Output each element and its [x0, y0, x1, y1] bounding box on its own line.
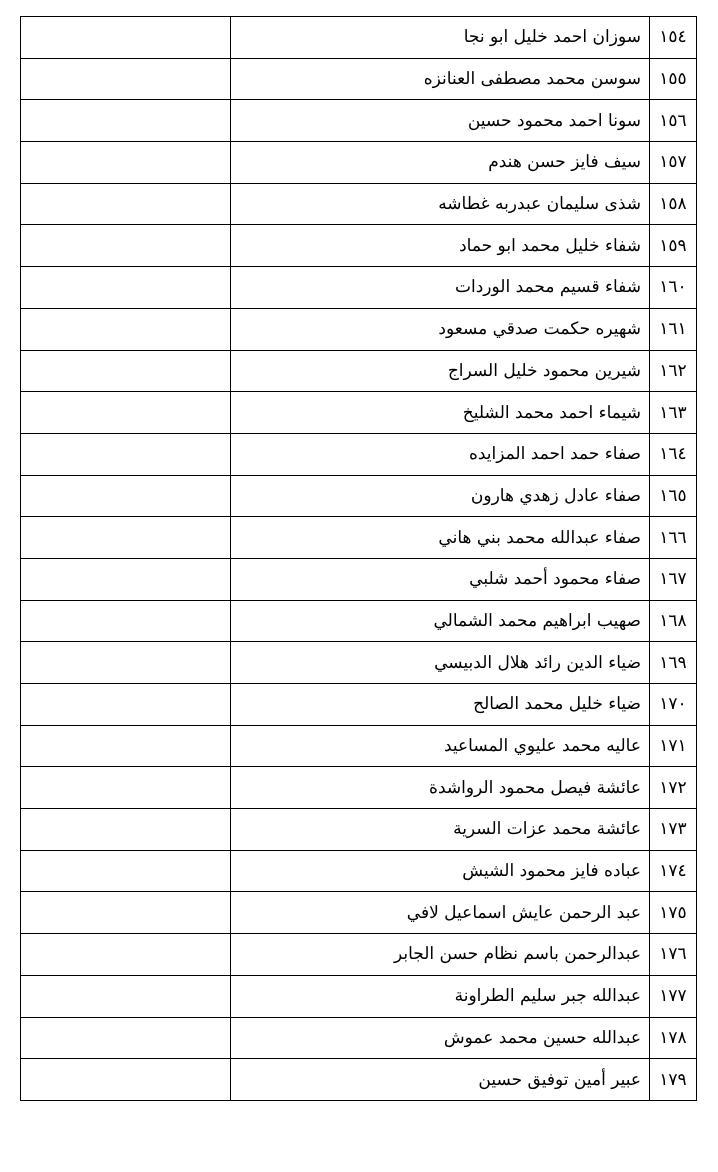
row-empty-cell: [21, 1059, 231, 1101]
row-empty-cell: [21, 767, 231, 809]
row-name: صفاء عبدالله محمد بني هاني: [231, 517, 650, 559]
row-empty-cell: [21, 809, 231, 851]
row-empty-cell: [21, 850, 231, 892]
row-number: ١٦٧: [650, 558, 697, 600]
table-row: [21, 1017, 697, 1059]
row-name: عائشة فيصل محمود الرواشدة: [231, 767, 650, 809]
row-number: ١٦١: [650, 308, 697, 350]
row-number: ١٥٥: [650, 58, 697, 100]
table-row: [21, 1059, 697, 1101]
row-empty-cell: [21, 308, 231, 350]
row-empty-cell: [21, 433, 231, 475]
row-name: سوزان احمد خليل ابو نجا: [231, 17, 650, 59]
row-number: ١٦٤: [650, 433, 697, 475]
row-name: عاليه محمد عليوي المساعيد: [231, 725, 650, 767]
row-empty-cell: [21, 934, 231, 976]
row-empty-cell: [21, 100, 231, 142]
row-empty-cell: [21, 267, 231, 309]
row-name: ضياء الدين رائد هلال الدبيسي: [231, 642, 650, 684]
row-number: ١٦٦: [650, 517, 697, 559]
row-number: ١٧٣: [650, 809, 697, 851]
table-row: [21, 892, 697, 934]
row-empty-cell: [21, 183, 231, 225]
row-name: شفاء قسيم محمد الوردات: [231, 267, 650, 309]
row-number: ١٧٠: [650, 684, 697, 726]
row-name: عبدالرحمن باسم نظام حسن الجابر: [231, 934, 650, 976]
row-empty-cell: [21, 475, 231, 517]
row-empty-cell: [21, 225, 231, 267]
row-name: ضياء خليل محمد الصالح: [231, 684, 650, 726]
table-row: [21, 142, 697, 184]
row-number: ١٥٩: [650, 225, 697, 267]
row-number: ١٧٦: [650, 934, 697, 976]
table-row: [21, 392, 697, 434]
row-empty-cell: [21, 142, 231, 184]
row-empty-cell: [21, 642, 231, 684]
table-row: [21, 308, 697, 350]
row-name: عباده فايز محمود الشيش: [231, 850, 650, 892]
row-name: صفاء حمد احمد المزايده: [231, 433, 650, 475]
table-row: [21, 350, 697, 392]
table-row: [21, 934, 697, 976]
table-row: [21, 600, 697, 642]
row-name: عائشة محمد عزات السرية: [231, 809, 650, 851]
row-name: صفاء محمود أحمد شلبي: [231, 558, 650, 600]
row-number: ١٦٢: [650, 350, 697, 392]
row-number: ١٧٥: [650, 892, 697, 934]
row-number: ١٧٢: [650, 767, 697, 809]
table-row: [21, 433, 697, 475]
row-name: عبدالله حسين محمد عموش: [231, 1017, 650, 1059]
table-row: [21, 58, 697, 100]
row-name: عبير أمين توفيق حسين: [231, 1059, 650, 1101]
table-row: [21, 17, 697, 59]
table-row: [21, 100, 697, 142]
table-row: [21, 267, 697, 309]
row-empty-cell: [21, 975, 231, 1017]
table-row: [21, 517, 697, 559]
row-number: ١٥٦: [650, 100, 697, 142]
row-empty-cell: [21, 517, 231, 559]
row-name: صفاء عادل زهدي هارون: [231, 475, 650, 517]
row-empty-cell: [21, 392, 231, 434]
row-number: ١٧١: [650, 725, 697, 767]
row-name: سوسن محمد مصطفى العنانزه: [231, 58, 650, 100]
row-empty-cell: [21, 58, 231, 100]
row-number: ١٥٨: [650, 183, 697, 225]
row-number: ١٥٤: [650, 17, 697, 59]
row-empty-cell: [21, 684, 231, 726]
table-row: [21, 684, 697, 726]
row-number: ١٧٤: [650, 850, 697, 892]
row-number: ١٧٧: [650, 975, 697, 1017]
row-number: ١٦٨: [650, 600, 697, 642]
row-number: ١٧٨: [650, 1017, 697, 1059]
row-empty-cell: [21, 350, 231, 392]
table-row: [21, 767, 697, 809]
row-number: ١٦٩: [650, 642, 697, 684]
table-row: [21, 975, 697, 1017]
row-empty-cell: [21, 725, 231, 767]
row-number: ١٥٧: [650, 142, 697, 184]
row-name: شيماء احمد محمد الشليخ: [231, 392, 650, 434]
table-row: [21, 642, 697, 684]
table-row: [21, 725, 697, 767]
table-row: [21, 809, 697, 851]
row-name: شيرين محمود خليل السراج: [231, 350, 650, 392]
row-name: عبد الرحمن عايش اسماعيل لافي: [231, 892, 650, 934]
row-name: عبدالله جبر سليم الطراونة: [231, 975, 650, 1017]
row-name: شذى سليمان عبدربه غطاشه: [231, 183, 650, 225]
row-name: سيف فايز حسن هندم: [231, 142, 650, 184]
row-empty-cell: [21, 17, 231, 59]
row-name: سونا احمد محمود حسين: [231, 100, 650, 142]
names-table: [20, 16, 697, 1101]
row-number: ١٦٣: [650, 392, 697, 434]
row-name: شفاء خليل محمد ابو حماد: [231, 225, 650, 267]
row-name: شهيره حكمت صدقي مسعود: [231, 308, 650, 350]
row-empty-cell: [21, 558, 231, 600]
names-table-body: [21, 17, 697, 1101]
row-empty-cell: [21, 600, 231, 642]
table-row: [21, 225, 697, 267]
row-empty-cell: [21, 892, 231, 934]
row-number: ١٦٠: [650, 267, 697, 309]
row-empty-cell: [21, 1017, 231, 1059]
row-number: ١٧٩: [650, 1059, 697, 1101]
table-row: [21, 183, 697, 225]
table-row: [21, 558, 697, 600]
table-row: [21, 850, 697, 892]
row-number: ١٦٥: [650, 475, 697, 517]
table-row: [21, 475, 697, 517]
row-name: صهيب ابراهيم محمد الشمالي: [231, 600, 650, 642]
